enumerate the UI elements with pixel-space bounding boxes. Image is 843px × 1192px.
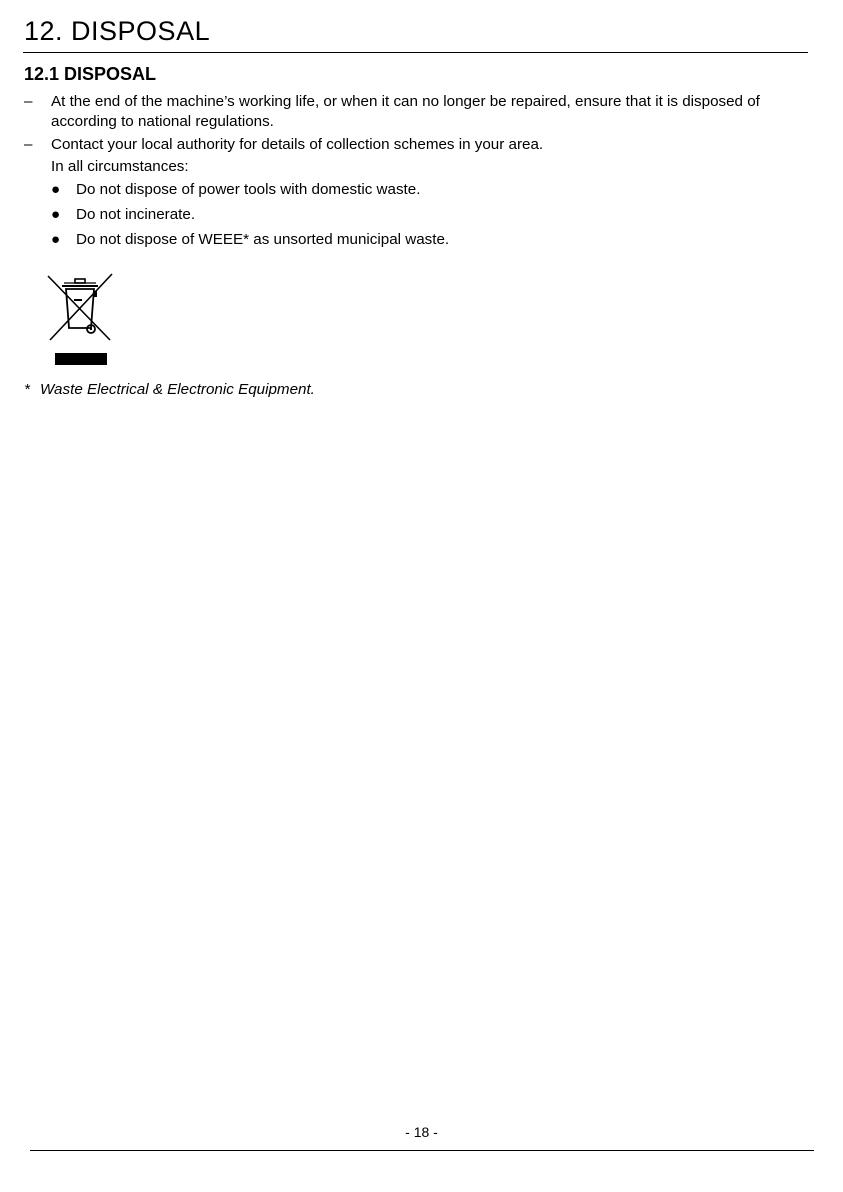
bullet-text: Do not dispose of power tools with domestic waste.: [76, 181, 421, 198]
bullet-text: Do not incinerate.: [76, 206, 196, 223]
title-divider: [23, 52, 808, 53]
bullet-item: [51, 180, 420, 200]
dash-list-item: [24, 92, 814, 132]
bullet-marker: ●: [51, 231, 61, 248]
dash-marker: –: [24, 93, 33, 110]
footnote-marker: *: [24, 381, 30, 398]
bullet-text: Do not dispose of WEEE* as unsorted municipal waste.: [76, 231, 450, 248]
chapter-title: 12. DISPOSAL: [24, 16, 211, 46]
dash-list-item: [24, 135, 814, 155]
footer-divider: [30, 1150, 814, 1151]
page-number: - 18 -: [405, 1124, 438, 1140]
footnote-text: Waste Electrical & Electronic Equipment.: [40, 381, 315, 398]
bullet-item: [51, 230, 449, 250]
footnote: [24, 380, 315, 400]
bullet-marker: ●: [51, 206, 61, 223]
section-heading: 12.1 DISPOSAL: [24, 64, 157, 84]
crossed-out-wheelie-bin-icon: [44, 272, 116, 368]
dash-item-text: Contact your local authority for details of collection schemes in your area.: [51, 136, 544, 153]
bullet-item: [51, 205, 195, 225]
dash-item-text: At the end of the machine’s working life, or when it can no longer be repaired, ensure that it is disposed of according to national regulations.: [51, 93, 760, 130]
dash-marker: –: [24, 136, 33, 153]
circumstances-label: In all circumstances:: [51, 158, 189, 175]
bullet-marker: ●: [51, 181, 61, 198]
